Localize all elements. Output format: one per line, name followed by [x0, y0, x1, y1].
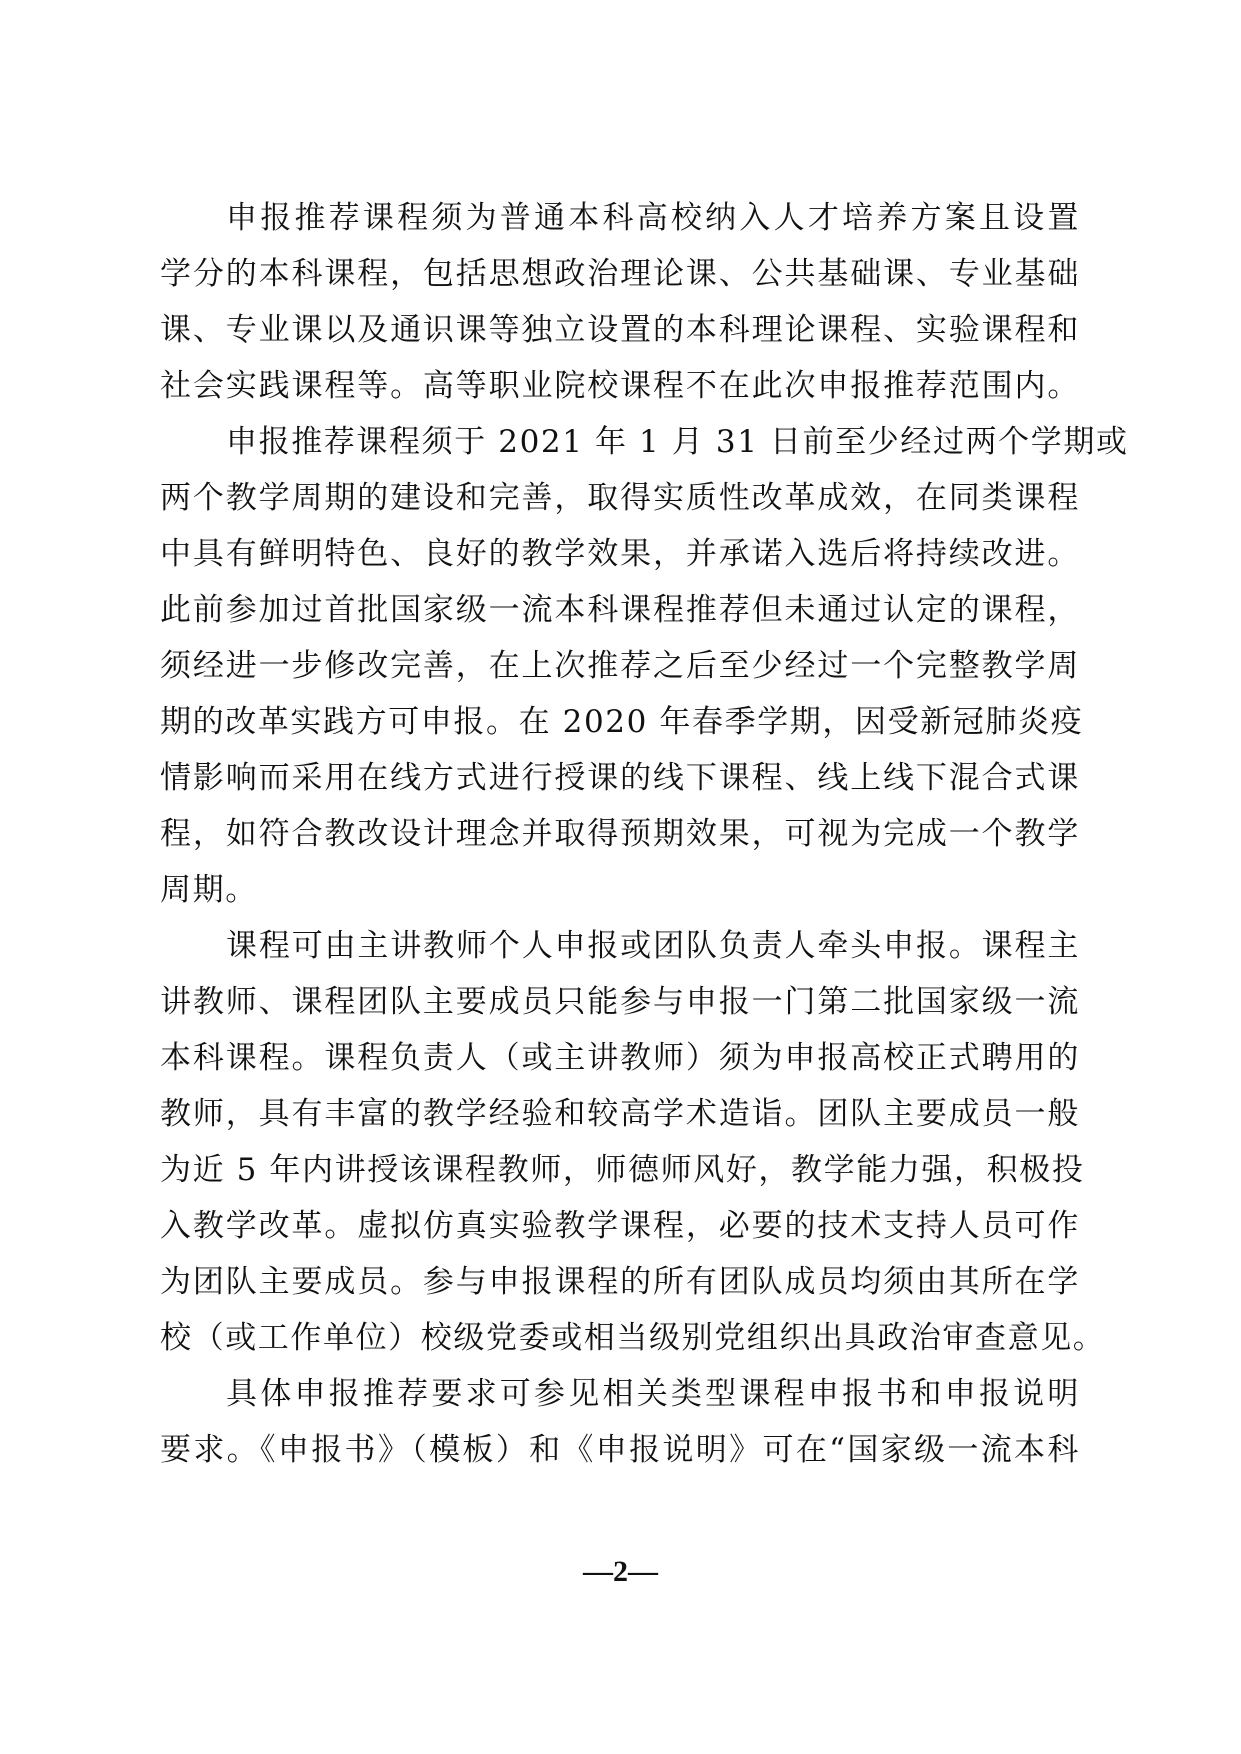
text-line: 期的改革实践方可申报。在 2020 年春季学期，因受新冠肺炎疫	[160, 704, 1084, 740]
text-line: 为近 5 年内讲授该课程教师，师德师风好，教学能力强，积极投	[160, 1152, 1085, 1188]
text-line: 校（或工作单位）校级党委或相当级别党组织出具政治审查意见。	[160, 1320, 1106, 1356]
text-line: 为团队主要成员。参与申报课程的所有团队成员均须由其所在学	[160, 1264, 1080, 1300]
text-line: 具体申报推荐要求可参见相关类型课程申报书和申报说明	[226, 1376, 1080, 1412]
text-line: 周期。	[160, 872, 258, 908]
text-line: 学分的本科课程，包括思想政治理论课、公共基础课、专业基础	[160, 256, 1080, 292]
text-line: 本科课程。课程负责人（或主讲教师）须为申报高校正式聘用的	[160, 1040, 1080, 1076]
text-line: 课、专业课以及通识课等独立设置的本科理论课程、实验课程和	[160, 312, 1080, 348]
page-number: —2—	[583, 1555, 658, 1588]
text-line: 两个教学周期的建设和完善，取得实质性改革成效，在同类课程	[160, 480, 1080, 516]
text-line: 教师，具有丰富的教学经验和较高学术造诣。团队主要成员一般	[160, 1096, 1080, 1132]
text-line: 此前参加过首批国家级一流本科课程推荐但未通过认定的课程，	[160, 592, 1080, 628]
text-line: 讲教师、课程团队主要成员只能参与申报一门第二批国家级一流	[160, 984, 1080, 1020]
text-line: 入教学改革。虚拟仿真实验教学课程，必要的技术支持人员可作	[160, 1208, 1080, 1244]
text-line: 要求。《申报书》（模板）和《申报说明》可在“国家级一流本科	[160, 1432, 1080, 1468]
text-line: 程，如符合教改设计理念并取得预期效果，可视为完成一个教学	[160, 816, 1080, 852]
text-line: 申报推荐课程须于 2021 年 1 月 31 日前至少经过两个学期或	[226, 424, 1129, 460]
text-line: 社会实践课程等。高等职业院校课程不在此次申报推荐范围内。	[160, 368, 1080, 404]
text-line: 申报推荐课程须为普通本科高校纳入人才培养方案且设置	[226, 200, 1080, 236]
text-line: 课程可由主讲教师个人申报或团队负责人牵头申报。课程主	[226, 928, 1080, 964]
text-line: 情影响而采用在线方式进行授课的线下课程、线上线下混合式课	[160, 760, 1080, 796]
document-body	[160, 190, 1129, 1478]
text-line: 中具有鲜明特色、良好的教学效果，并承诺入选后将持续改进。	[160, 536, 1080, 572]
text-line: 须经进一步修改完善，在上次推荐之后至少经过一个完整教学周	[160, 648, 1080, 684]
